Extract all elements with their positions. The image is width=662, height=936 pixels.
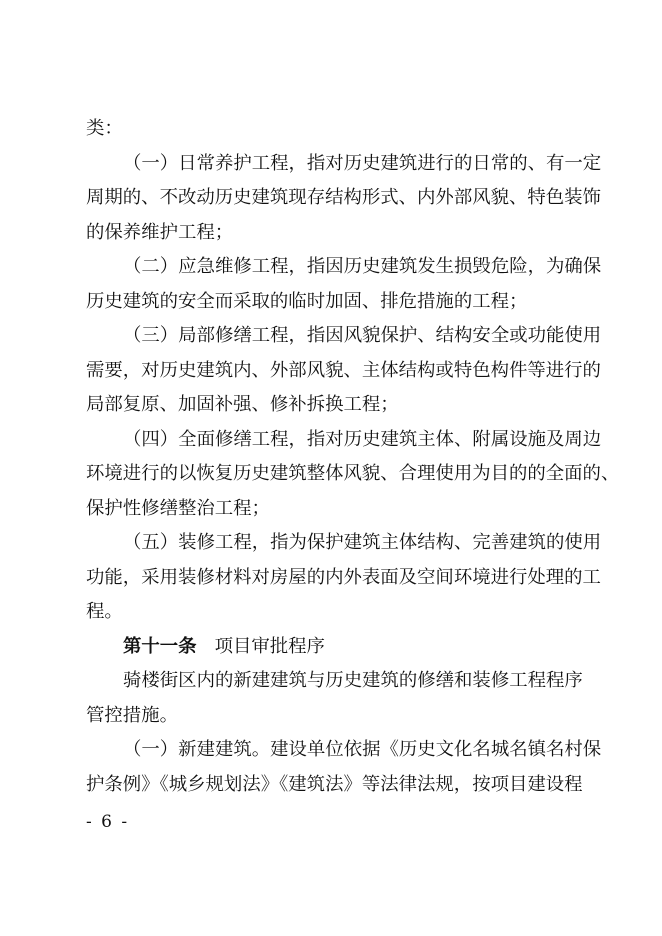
text-line: 周期的、不改动历史建筑现存结构形式、内外部风貌、特色装饰 [86,187,601,208]
text-line: （三）局部修缮工程，指因风貌保护、结构安全或功能使用 [123,325,602,346]
article-title: 项目审批程序 [214,635,325,657]
text-line: 管控措施。 [86,704,178,726]
article-heading [86,630,582,665]
text-line: 功能，采用装修材料对房屋的内外表面及空间环境进行处理的工 [86,566,601,588]
text-line: 环境进行的以恢复历史建筑整体风貌、合理使用为目的的全面的、 [86,463,620,484]
text-line: 类： [86,118,123,139]
text-line: 护条例》《城乡规划法》《建筑法》等法律法规，按项目建设程 [86,773,583,795]
article-number: 第十一条 [123,635,197,657]
text-line: （五）装修工程，指为保护建筑主体结构、完善建筑的使用 [123,532,602,553]
text-line: （一）日常养护工程，指对历史建筑进行的日常的、有一定 [123,152,602,174]
text-line: 需要，对历史建筑内、外部风貌、主体结构或特色构件等进行的 [86,359,601,381]
text-line: （二）应急维修工程，指因历史建筑发生损毁危险，为确保 [123,256,602,277]
document-body [86,112,620,802]
text-line: 的保养维护工程； [86,221,234,243]
page-number: - 6 - [86,812,130,832]
text-line: （四）全面修缮工程，指对历史建筑主体、附属设施及周边 [123,428,602,450]
article-eleven-text [86,664,602,802]
text-line: 历史建筑的安全而采取的临时加固、排危措施的工程； [86,290,528,312]
text-line: （一）新建建筑。建设单位依据《历史文化名城名镇名村保 [123,739,602,760]
text-line: 骑楼街区内的新建建筑与历史建筑的修缮和装修工程程序 [123,670,583,691]
text-line: 程。 [86,601,123,622]
article-ten-text [86,112,620,630]
text-line: 保护性修缮整治工程； [86,497,270,519]
text-line: 局部复原、加固补强、修补拆换工程； [86,394,399,415]
